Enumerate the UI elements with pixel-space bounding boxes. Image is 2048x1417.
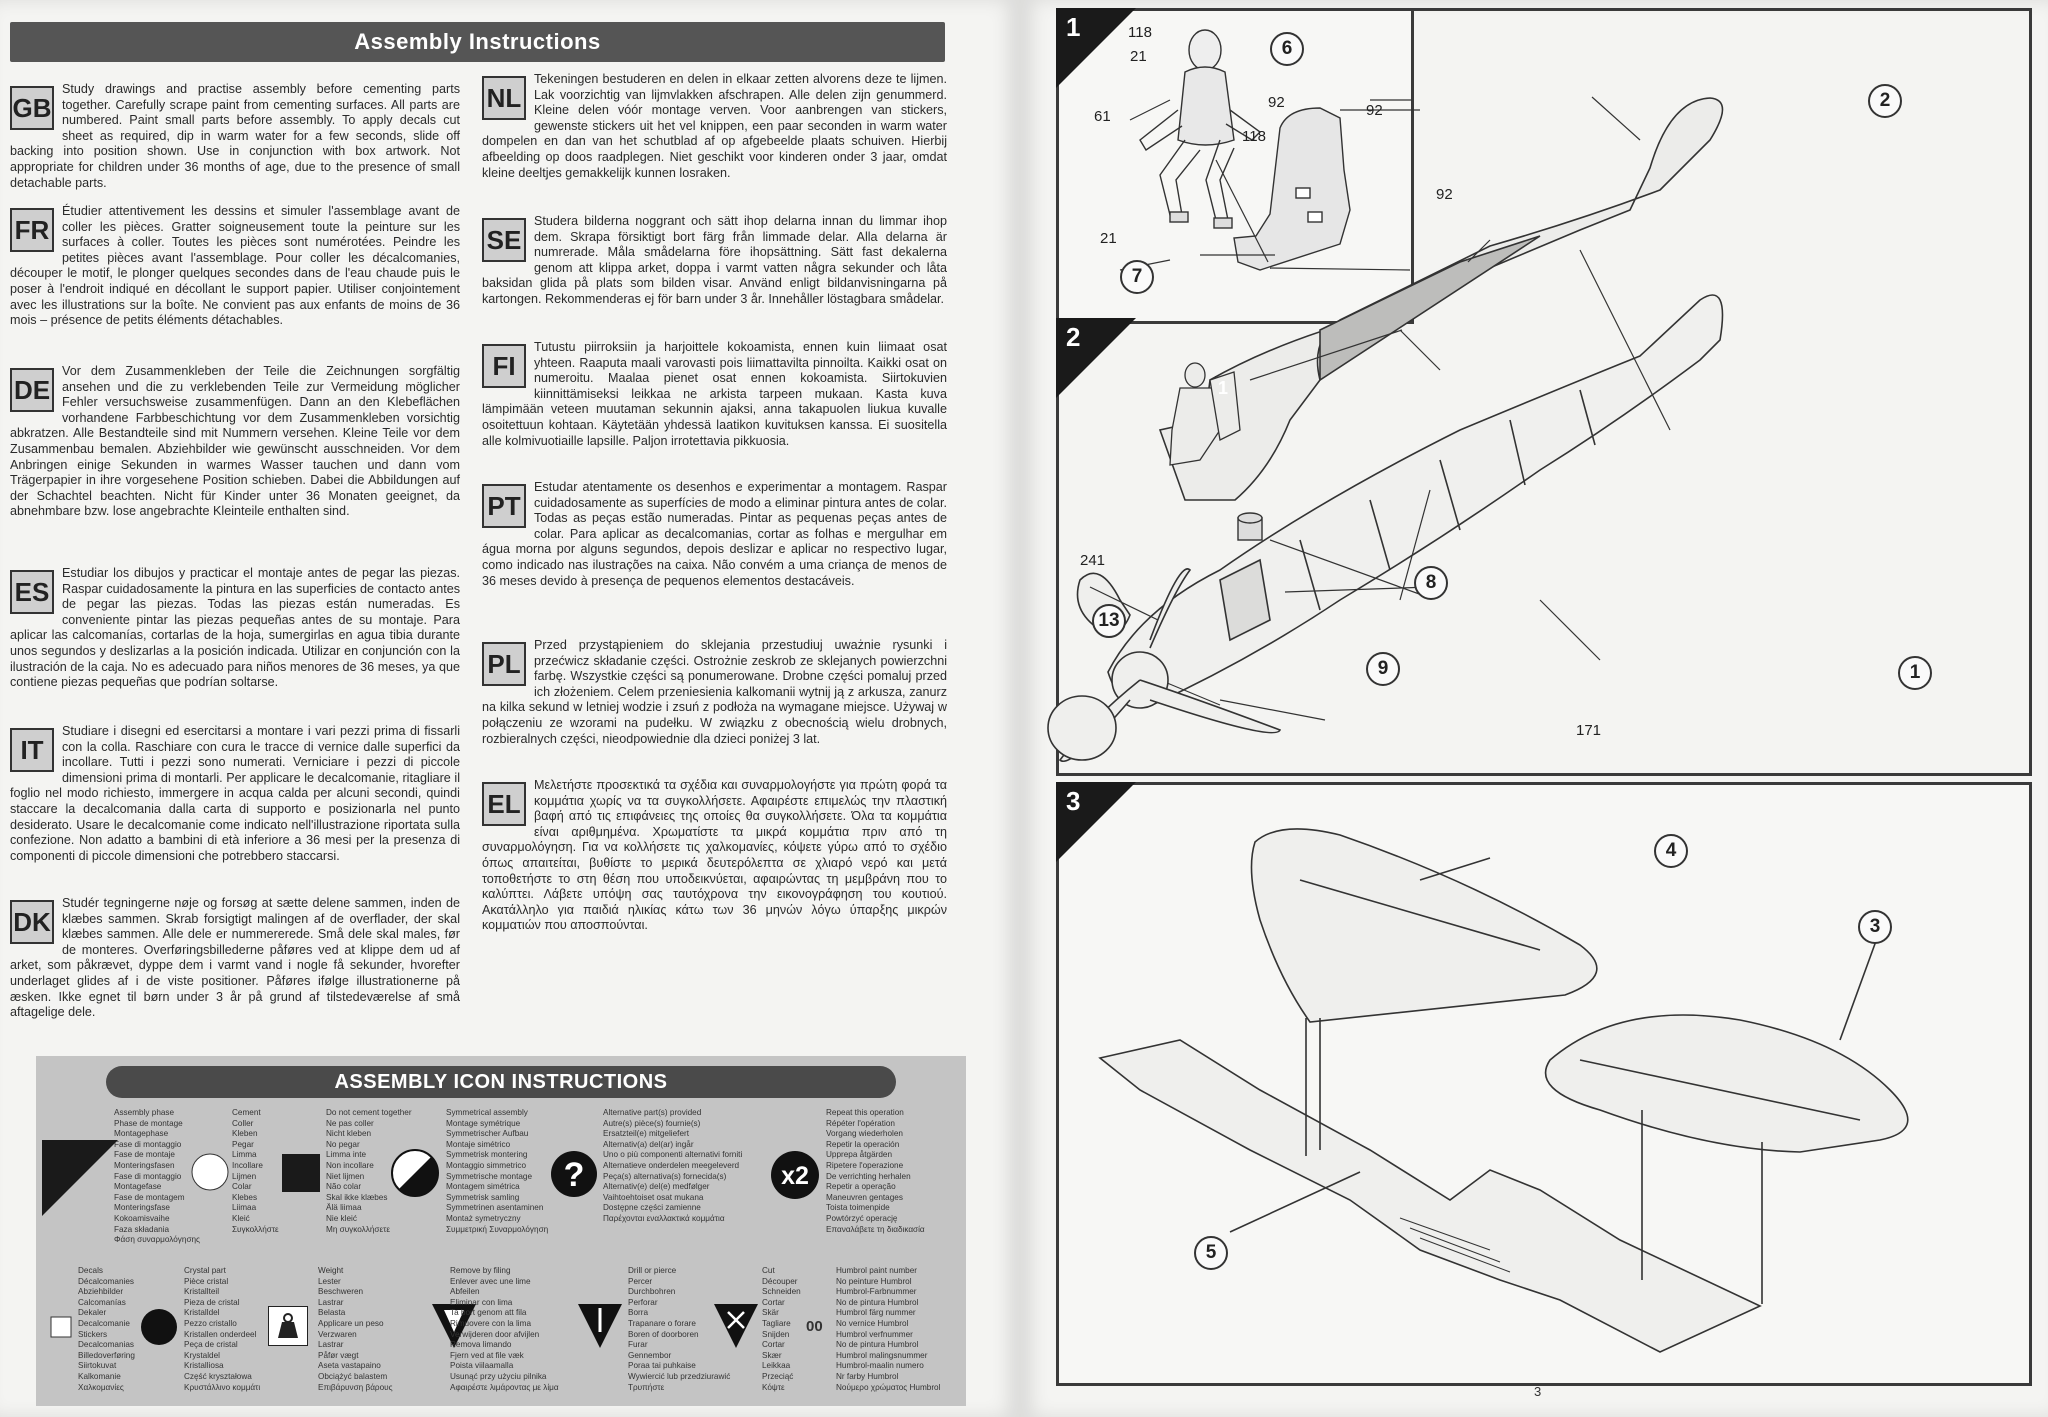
- lang-text: Μελετήστε προσεκτικά τα σχέδια και συναρμολογήστε για πρώτη φορά τα κομμάτια χωρίς να τα συγκολλήσετε. Αφαιρέστε επιμελώς την πλαστική βαφή από τις επιφάνειες της οποίες θα συγκολλήσετε. Όλα τα κομμάτια είναι αριθμημένα. Χρωματίστε τα μικρά κομμάτια πριν από τη συναρμολόγηση. Για να κολλήσετε τις χαλκομανίες, κόψετε γύρω από το σχέδιο όπως απαιτείται, βυθίστε το μερικά δευτερόλεπτα σε χλιαρό νερό και μετά τοποθετήστε το στη θέση που υποδεικνύεται, αφαιρώντας τη μεμβράνη που το καλύπτει. Λάβετε υπόψη σας ταυτόχρονα την εικονογράφηση του κουτιού. Ακατάλληλο για παιδιά ηλικίας κάτω των 36 μηνών λόγω ύπαρξης μικρών κομματιών που αποσπούνται.: [482, 778, 947, 933]
- cement-icon: [190, 1152, 230, 1192]
- lang-block-fi: [482, 340, 947, 449]
- repeat-count: x2: [781, 1162, 809, 1190]
- lang-text: Studera bilderna noggrant och sätt ihop delarna innan du limmar ihop dem. Skrapa försiktigt bort färg från limmade delar. Alla delarna är numrerade. Måla smådelarna före ihopsättning. Sätt fast dekalerna genom att klippa arket, doppa i varmt vatten några sekunder och låta baksidan glida på plats som bilden visar. Använd enligt bildanvisningarna på kartongen. Rekommenderas ej för barn under 3 år. Innehåller löstagbara smådelar.: [482, 214, 947, 306]
- cut-icon: [714, 1304, 758, 1348]
- part-callout-13: 13: [1092, 604, 1126, 638]
- icon-legend-cement: Cement Coller Kleben Pegar Limma Incollare Lijmen Colar Klebes Liimaa Kleić Συγκολλήστε: [232, 1108, 279, 1234]
- icon-legend-symmetrical-assembly: Symmetrical assembly Montage symétrique Symmetrischer Aufbau Montaje simétrico Symmetrisk montering Montaggio simmetrico Symmetrische montage Montagem simétrica Symmetrisk samling Symmetrinen asentaminen Montaż symetryczny Συμμετρική Συναρμολόγηση: [446, 1108, 549, 1234]
- upper-wing-right: [1546, 1015, 1908, 1152]
- lang-text: Vor dem Zusammenkleben der Teile die Zeichnungen sorgfältig ansehen und die zu verklebenden Teile zur Vermeidung möglicher Fehler versuchsweise zusammenfügen. Dann an den Klebeflächen vorhandene Farbbeschichtung vor dem Zusammenkleben vorsichtig abkratzen. Alle Bestandteile sind mit Nummern versehen. Kleine Teile vor dem Zusammenbau bemalen. Abziehbilder wie gewünscht ausschneiden. Vor dem Anbringen einige Sekunden in warmes Wasser tauchen und dann vom Trägerpapier in ihre vorgesehene Position schieben. Dabei die Abbildungen auf der Schachtel beachten. Nicht für Kinder unter 36 Monaten geeignet, da abnehmbare bzw. lose angebrachte Kleinteile enthalten sind.: [10, 364, 460, 519]
- part-callout-1: 1: [1898, 656, 1932, 690]
- humbrol-paint-code-icon: 00: [806, 1318, 823, 1335]
- lang-badge: GB: [10, 86, 54, 130]
- lang-badge: DK: [10, 900, 54, 944]
- sub-assembly-1-number: 1: [1218, 378, 1229, 398]
- lang-block-it: [10, 724, 460, 864]
- repeat-x2-icon: [770, 1150, 820, 1200]
- icon-legend-repeat: Repeat this operation Répéter l'opération Vorgang wiederholen Repetir la operación Upprepa åtgärden Ripetere l'operazione De verrichting herhalen Repetir a operação Maneuvren gentages Toista toimenpide Powtórzyć operację Επαναλάβετε τη διαδικασία: [826, 1108, 925, 1234]
- part-callout-6: 6: [1270, 32, 1304, 66]
- lang-badge: FR: [10, 208, 54, 252]
- lang-block-es: [10, 566, 460, 691]
- lang-badge: PT: [482, 484, 526, 528]
- lang-block-pl: [482, 638, 947, 747]
- lang-block-nl: [482, 72, 947, 181]
- part-number-92: 92: [1268, 94, 1285, 111]
- lang-text: Przed przystąpieniem do sklejania przestudiuj uważnie rysunki i przećwicz składanie części. Ostrożnie zeskrob ze sklejanych powierzchni farbę. Wszystkie części są ponumerowane. Drobne części pomaluj przed ich złożeniem. Celem przeniesienia kalkomanii wytnij ją z arkusza, zanurz na kilka sekund w letniej wodzie i zsuń z podłoża na wymagane miejsce. Używaj w połączeniu ze wzorami na pudełku. W związku z obecnością wielu drobnych, rozbieralnych części, nieodpowiednie dla dzieci poniżej 3 lat.: [482, 638, 947, 746]
- icon-legend-humbrol: Humbrol paint number No peinture Humbrol Humbrol-Farbnummer No de pintura Humbrol Humbrol färg nummer No vernice Humbrol Humbrol verfnummer No de pintura Humbrol Humbrol malingsnummer Humbrol-maalin numero Nr farby Humbrol Νούμερο χρώματος Humbrol: [836, 1266, 941, 1392]
- icon-legend-cut: Cut Découper Schneiden Cortar Skär Tagliare Snijden Cortar Skær Leikkaa Przeciąć Κόψτε: [762, 1266, 801, 1392]
- icon-legend-assembly-phase: Assembly phase Phase de montage Montagephase Fase di montaggio Fase de montaje Monteringsfasen Fase di montaggio Montagefase Fase de montagem Monteringsfase Kokoamisvaihe Faza składania Φάση συναρμολόγησης: [114, 1108, 201, 1245]
- step-1-number: 1: [1066, 12, 1081, 42]
- step-3-number: 3: [1066, 786, 1081, 816]
- lang-block-fr: [10, 204, 460, 329]
- lang-block-de: [10, 364, 460, 520]
- lang-block-se: [482, 214, 947, 308]
- icon-legend-weight: Weight Lester Beschweren Lastrar Belasta Applicare un peso Verzwaren Lastrar Påfør vægt Aseta vastapaino Obciążyć balastem Επιβάρυνση βάρους: [318, 1266, 393, 1392]
- lang-block-el: [482, 778, 947, 934]
- part-number-61: 61: [1094, 108, 1111, 125]
- lang-badge: SE: [482, 218, 526, 262]
- lang-text: Estudar atentamente os desenhos e experimentar a montagem. Raspar cuidadosamente as superfícies de modo a eliminar pintura antes de colar. Todas as peças estão numeradas. Pintar as pequenas peças antes de colar. Para aplicar as decalcomanias, cortar as folhas e mergulhar em água morna por alguns segundos, depois deslizar e aplicar no respectivo lugar, como indicado nas ilustrações na caixa. Não convém a uma criança de menos de 36 meses devido à presença de pequenos elementos destacáveis.: [482, 480, 947, 588]
- lang-badge: IT: [10, 728, 54, 772]
- left-page: [0, 0, 1020, 1417]
- lang-badge: FI: [482, 344, 526, 388]
- part-callout-8: 8: [1414, 566, 1448, 600]
- do-not-cement-icon: [282, 1154, 320, 1192]
- assembly-phase-icon: [42, 1140, 118, 1216]
- lang-text: Tutustu piirroksiin ja harjoittele kokoamista, ennen kuin liimaat osat yhteen. Raaputa maali varovasti pois liimattavilta pinnoilta. Kaikki osat on numeroitu. Maalaa pienet osat ennen kokoamista. Siirtokuvien kiinnittämiseksi leikkaa ne arkista tarpeen mukaan. Kasta kuva lämpimään veteen muutaman sekunnin ajaksi, anna takapuolen liukua kuvalle osoitettuun kohtaan. Käytetään yhdessä laatikon kuvituksen kanssa. Ei suositella alle kolmivuotiaille lapsille. Paljon irrotettavia pikkuosia.: [482, 340, 947, 448]
- part-callout-9: 9: [1366, 652, 1400, 686]
- page-title: Assembly Instructions: [354, 29, 601, 54]
- part-callout-4: 4: [1654, 834, 1688, 868]
- assembly-icon-panel: [36, 1056, 966, 1406]
- part-callout-3: 3: [1858, 910, 1892, 944]
- icon-legend-drill: Drill or pierce Percer Durchbohren Perforar Borra Trapanare o forare Boren of doorboren Furar Gennembor Poraa tai puhkaise Wywiercić lub przedziurawić Τρυπήστε: [628, 1266, 731, 1392]
- lang-text: Study drawings and practise assembly before cementing parts together. Carefully scrape paint from cementing surfaces. All parts are numbered. Paint small parts before assembly. To apply decals cut sheet as required, dip in warm water for a few seconds, slide off backing into position shown. Use in conjunction with box artwork. Not appropriate for children under 36 months of age, due to the presence of small detachable parts.: [10, 82, 460, 190]
- icon-legend-alternative-parts: Alternative part(s) provided Autre(s) pièce(s) fournie(s) Ersatzteil(e) mitgeliefert Alternativ(a) del(ar) ingår Uno o più componenti alternativi forniti Alternatieve onderdelen meegeleverd Peça(s) alternativa(s) fornecida(s) Alternativ(e) del(e) medfølger Vaihtoehtoiset osat mukana Dostępne części zamienne Παρέχονται εναλλακτικά κομμάτια: [603, 1108, 743, 1223]
- part-number-92: 92: [1366, 102, 1383, 119]
- lang-badge: DE: [10, 368, 54, 412]
- prop-shaft: [1238, 513, 1262, 540]
- icon-panel-title: ASSEMBLY ICON INSTRUCTIONS: [106, 1066, 896, 1098]
- lang-text: Studér tegningerne nøje og forsøg at sætte delene sammen, inden de klæbes sammen. Skrab forsigtigt malingen af de overflader, der skal klæbes sammen. Alle dele er nummererede. Små dele skal males, før de monteres. Overføringsbillederne påføres ved at klippe dem ud af arket, som påkrævet, dyppe dem i varmt vand i nogle få sekunder, hvorefter underlaget glides af i de viste positioner. Påføres ifølge illustrationerne på æsken. Ikke egnet til børn under 3 år på grund af tilstedeværelse af små aftagelige dele.: [10, 896, 460, 1020]
- assembly-diagram: [1020, 0, 2048, 1417]
- icon-legend-remove-by-filing: Remove by filing Enlever avec une lime Abfeilen Eliminar con lima Ta bort genom att fila Rimuovere con la lima Verwijderen door afvijlen Remova limando Fjern ved at file væk Poista viilaamalla Usunąć przy użyciu pilnika Αφαιρέστε λιμάροντας με λίμα: [450, 1266, 559, 1392]
- crystal-part-icon: [140, 1308, 178, 1346]
- lang-text: Studiare i disegni ed esercitarsi a montare i vari pezzi prima di fissarli con la colla. Raschiare con cura le tracce di vernice dalle superfici da incollare. Tutti i pezzi sono numerati. Verniciare i pezzi di piccole dimensioni prima di montarli. Per applicare le decalcomanie, ritagliare il foglio nel modo richiesto, immergere in acqua calda per alcuni secondi, quindi staccare la decalcomania dalla carta di supporto e posizionarla nel punto desiderato. Usare le decalcomanie come indicato nell'illustrazione riportata sulla confezione. Non adatto a bambini di età inferiore a 36 mesi per la presenza di componenti di piccole dimensioni che potrebbero staccarsi.: [10, 724, 460, 863]
- part-callout-5: 5: [1194, 1236, 1228, 1270]
- lang-block-gb: [10, 82, 460, 191]
- lang-text: Tekeningen bestuderen en delen in elkaar zetten alvorens deze te lijmen. Lak voorzichtig van lijmvlakken afschrapen. Alle delen zijn genummerd. Kleine delen vóór montage verven. Voor aanbrengen van stickers, gewenste stickers uit het vel knippen, een paar seconden in warm water dompelen en dan van het schutblad af op afgebeelde plaats schuiven. Hierbij afbeelding op doos raadplegen. Niet geschikt voor kinderen onder 3 jaar, omdat kleine deeltjes gemakkelijk kunnen losraken.: [482, 72, 947, 180]
- fuselage-right-half: [1108, 295, 1723, 712]
- part-number-118: 118: [1128, 24, 1152, 41]
- icon-legend-decals: Decals Décalcomanies Abziehbilder Calcomanías Dekaler Decalcomanie Stickers Decalcomanias Billedoverføring Siirtokuvat Kalkomanie Χαλκομανίες: [78, 1266, 135, 1392]
- page-number: 3: [1534, 1384, 1542, 1399]
- part-number-171: 171: [1576, 722, 1602, 739]
- upper-wing-left: [1251, 829, 1596, 1022]
- lang-text: Étudier attentivement les dessins et simuler l'assemblage avant de coller les pièces. Gratter soigneusement toute la peinture sur les surfaces à coller. Toutes les pièces sont numérotées. Peindre les petites pièces avant l'assemblage. Pour coller les décalcomanies, découper le motif, le plonger quelques secondes dans de l'eau chaude puis le poser à l'endroit indiqué en décollant le support papier. Utiliser conjointement avec les illustrations sur la boîte. Ne convient pas aux enfants de moins de 36 mois – présence de petits éléments détachables.: [10, 204, 460, 328]
- lang-badge: EL: [482, 782, 526, 826]
- drill-icon: [578, 1304, 622, 1348]
- part-number-92: 92: [1436, 186, 1453, 203]
- lang-block-dk: [10, 896, 460, 1021]
- part-number-21: 21: [1100, 230, 1117, 247]
- right-page: [1020, 0, 2048, 1417]
- part-number-21: 21: [1130, 48, 1147, 65]
- part-callout-2: 2: [1868, 84, 1902, 118]
- weight-icon: [268, 1306, 308, 1346]
- lang-badge: PL: [482, 642, 526, 686]
- lang-badge: NL: [482, 76, 526, 120]
- lang-badge: ES: [10, 570, 54, 614]
- step-2-number: 2: [1066, 322, 1081, 352]
- lang-block-pt: [482, 480, 947, 589]
- symmetrical-assembly-icon: [390, 1148, 440, 1198]
- question-mark-icon: [550, 1150, 598, 1198]
- assembly-instructions-banner: [10, 22, 945, 62]
- lang-text: Estudiar los dibujos y practicar el montaje antes de pegar las piezas. Raspar cuidadosamente la pintura en las superficies de contacto antes de pegar las piezas. Todas las piezas están numeradas. Es conveniente pintar las piezas pequeñas antes de su montaje. Para aplicar las calcomanías, cortarlas de la hoja, sumergirlas en agua tibia durante unos segundos y deslizarlas a la posición indicada. Utilizar en conjunción con la ilustración de la caja. No es adecuado para niños menores de 36 meses, ya que contiene piezas pequeñas que podrían soltarse.: [10, 566, 460, 690]
- icon-legend-do-not-cement: Do not cement together Ne pas coller Nicht kleben No pegar Limma inte Non incollare Niet lijmen Não colar Skal ikke klæbes Älä liimaa Nie kleić Μη συγκολλήσετε: [326, 1108, 412, 1234]
- question-glyph: ?: [563, 1156, 585, 1194]
- decals-icon: [50, 1316, 72, 1338]
- part-number-118: 118: [1242, 128, 1266, 145]
- icon-legend-crystal-part: Crystal part Pièce cristal Kristallteil Pieza de cristal Kristalldel Pezzo cristallo Kristallen onderdeel Peça de cristal Krystaldel Kristalliosa Część kryształowa Κρυστάλλινο κομμάτι: [184, 1266, 261, 1392]
- part-callout-7: 7: [1120, 260, 1154, 294]
- part-number-241: 241: [1080, 552, 1106, 569]
